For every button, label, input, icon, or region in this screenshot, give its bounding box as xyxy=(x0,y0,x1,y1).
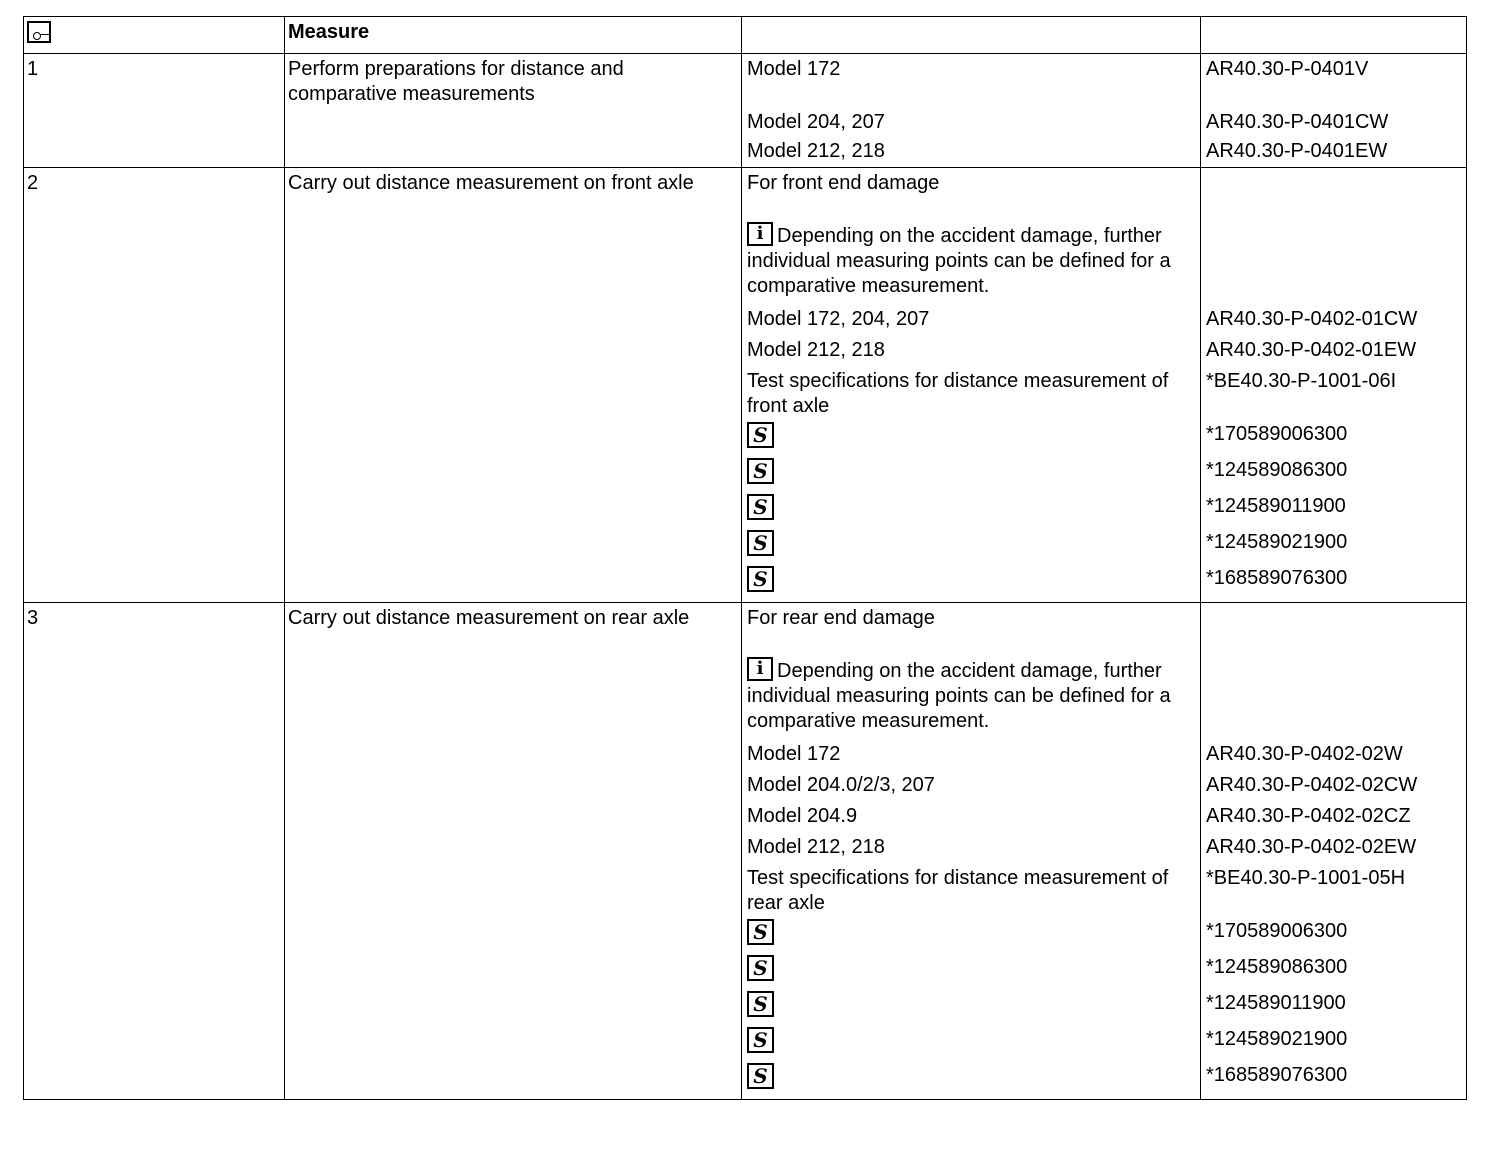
tool-row xyxy=(742,422,1200,458)
note xyxy=(742,224,1200,304)
step-details xyxy=(742,603,1467,1100)
table-row xyxy=(24,168,1467,603)
table-header-row xyxy=(24,17,1467,54)
special-tool-icon: S xyxy=(747,919,774,945)
step-intro: For rear end damage xyxy=(747,607,935,629)
info-icon: i xyxy=(747,222,773,246)
ref-code: AR40.30-P-0402-02CZ xyxy=(1200,801,1466,832)
step-number: 1 xyxy=(24,54,285,168)
tool-code: *124589021900 xyxy=(1200,1027,1466,1063)
step-intro: For front end damage xyxy=(747,172,940,194)
special-tool-icon: S xyxy=(747,458,774,484)
ref-label: Model 172, 204, 207 xyxy=(747,308,930,330)
header-icon-cell xyxy=(24,17,285,54)
ref-code: AR40.30-P-0402-02CW xyxy=(1200,770,1466,801)
tool-row xyxy=(742,1063,1200,1099)
tool-code: *124589086300 xyxy=(1200,955,1466,991)
tool-code: *170589006300 xyxy=(1200,919,1466,955)
note-text: Depending on the accident damage, further individual measuring points can be defined for a comparative measurement. xyxy=(747,660,1171,732)
ref-label: Model 172 xyxy=(747,58,841,80)
note xyxy=(742,659,1200,739)
tool-code: *124589021900 xyxy=(1200,530,1466,566)
ref-code: *BE40.30-P-1001-05H xyxy=(1200,863,1466,919)
header-empty-1 xyxy=(742,17,1201,54)
tool-row xyxy=(742,566,1200,602)
ref-code: AR40.30-P-0401CW xyxy=(1200,107,1466,137)
tool-row xyxy=(742,458,1200,494)
table-row xyxy=(24,54,1467,168)
step-number: 2 xyxy=(24,168,285,603)
key-operation-icon xyxy=(27,21,51,43)
empty-cell xyxy=(1200,168,1466,224)
ref-code: AR40.30-P-0402-01CW xyxy=(1200,304,1466,335)
special-tool-icon: S xyxy=(747,1027,774,1053)
tool-code: *124589011900 xyxy=(1200,991,1466,1027)
ref-code: AR40.30-P-0401EW xyxy=(1200,137,1466,167)
ref-label: Model 204, 207 xyxy=(747,111,885,133)
note-text: Depending on the accident damage, further individual measuring points can be defined for a comparative measurement. xyxy=(747,225,1171,297)
ref-label: Model 172 xyxy=(747,743,841,765)
tool-row xyxy=(742,530,1200,566)
ref-label: Model 212, 218 xyxy=(747,836,885,858)
ref-code: AR40.30-P-0402-02W xyxy=(1200,739,1466,770)
step-details xyxy=(742,168,1467,603)
ref-code: *BE40.30-P-1001-06I xyxy=(1200,366,1466,422)
tool-code: *170589006300 xyxy=(1200,422,1466,458)
tool-row xyxy=(742,955,1200,991)
ref-code: AR40.30-P-0401V xyxy=(1200,54,1466,107)
tool-code: *124589011900 xyxy=(1200,494,1466,530)
step-action: Carry out distance measurement on rear axle xyxy=(285,603,742,1100)
ref-label: Model 204.0/2/3, 207 xyxy=(747,774,935,796)
special-tool-icon: S xyxy=(747,991,774,1017)
ref-label: Model 212, 218 xyxy=(747,140,885,162)
special-tool-icon: S xyxy=(747,422,774,448)
tool-code: *124589086300 xyxy=(1200,458,1466,494)
special-tool-icon: S xyxy=(747,566,774,592)
special-tool-icon: S xyxy=(747,1063,774,1089)
empty-cell xyxy=(1200,224,1466,304)
empty-cell xyxy=(1200,603,1466,659)
info-icon: i xyxy=(747,657,773,681)
tool-code: *168589076300 xyxy=(1200,1063,1466,1099)
ref-label: Test specifications for distance measurement of front axle xyxy=(747,370,1169,417)
tool-row xyxy=(742,1027,1200,1063)
ref-label: Model 204.9 xyxy=(747,805,858,827)
step-action: Perform preparations for distance and comparative measurements xyxy=(285,54,742,168)
tool-code: *168589076300 xyxy=(1200,566,1466,602)
ref-code: AR40.30-P-0402-02EW xyxy=(1200,832,1466,863)
table-row xyxy=(24,603,1467,1100)
step-number: 3 xyxy=(24,603,285,1100)
ref-code: AR40.30-P-0402-01EW xyxy=(1200,335,1466,366)
step-details xyxy=(742,54,1467,168)
header-empty-2 xyxy=(1201,17,1467,54)
procedure-table xyxy=(23,16,1467,1100)
tool-row xyxy=(742,991,1200,1027)
header-measure: Measure xyxy=(285,17,742,54)
empty-cell xyxy=(1200,659,1466,739)
ref-label: Test specifications for distance measurement of rear axle xyxy=(747,867,1169,914)
tool-row xyxy=(742,919,1200,955)
ref-label: Model 212, 218 xyxy=(747,339,885,361)
tool-row xyxy=(742,494,1200,530)
special-tool-icon: S xyxy=(747,955,774,981)
step-action: Carry out distance measurement on front axle xyxy=(285,168,742,603)
special-tool-icon: S xyxy=(747,494,774,520)
special-tool-icon: S xyxy=(747,530,774,556)
